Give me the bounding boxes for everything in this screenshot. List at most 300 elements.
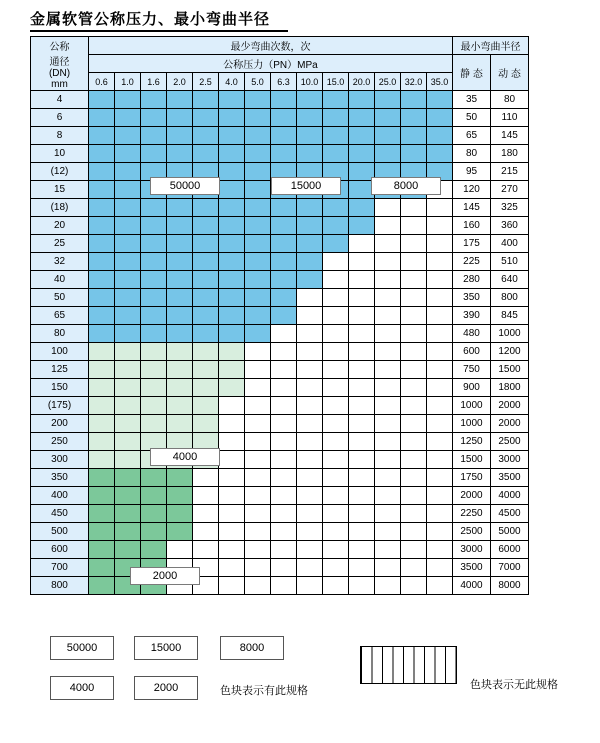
dn-value: 25 (31, 235, 89, 253)
static-radius-value: 3500 (453, 559, 491, 577)
cell-unavailable (401, 559, 427, 577)
cell-available (115, 307, 141, 325)
cell-unavailable (323, 541, 349, 559)
dn-header-cell (31, 37, 89, 91)
cell-available (89, 523, 115, 541)
cell-unavailable (349, 289, 375, 307)
cell-unavailable (323, 559, 349, 577)
cell-unavailable (349, 559, 375, 577)
cell-unavailable (427, 505, 453, 523)
cell-unavailable (323, 505, 349, 523)
dn-value: 150 (31, 379, 89, 397)
dynamic-radius-value: 800 (491, 289, 529, 307)
cell-unavailable (427, 577, 453, 595)
pressure-col-header: 32.0 (401, 73, 427, 91)
cell-unavailable (271, 415, 297, 433)
cell-unavailable (271, 523, 297, 541)
cell-unavailable (271, 361, 297, 379)
cell-available (167, 523, 193, 541)
cell-available (193, 271, 219, 289)
callout-8000: 8000 (371, 177, 441, 195)
table-row (31, 91, 529, 109)
cell-unavailable (245, 415, 271, 433)
cell-unavailable (297, 289, 323, 307)
cell-available (375, 109, 401, 127)
table-row (31, 325, 529, 343)
pressure-col-header: 10.0 (297, 73, 323, 91)
cell-unavailable (375, 469, 401, 487)
cell-available (219, 253, 245, 271)
cell-available (375, 145, 401, 163)
cell-available (245, 91, 271, 109)
cell-available (141, 109, 167, 127)
cell-available (89, 433, 115, 451)
cell-available (323, 91, 349, 109)
cell-unavailable (271, 379, 297, 397)
cell-available (115, 523, 141, 541)
cell-unavailable (219, 541, 245, 559)
cell-unavailable (219, 505, 245, 523)
cell-available (167, 199, 193, 217)
legend-swatch-2000: 2000 (134, 676, 198, 700)
cell-unavailable (375, 379, 401, 397)
cell-unavailable (349, 577, 375, 595)
cell-available (375, 91, 401, 109)
cell-unavailable (323, 307, 349, 325)
cell-unavailable (271, 577, 297, 595)
cell-available (193, 109, 219, 127)
table-row (31, 199, 529, 217)
cell-unavailable (427, 253, 453, 271)
cell-available (89, 325, 115, 343)
cell-unavailable (297, 433, 323, 451)
dn-value: 200 (31, 415, 89, 433)
cell-unavailable (323, 361, 349, 379)
cell-unavailable (349, 415, 375, 433)
cell-available (297, 91, 323, 109)
cell-available (141, 415, 167, 433)
static-radius-value: 900 (453, 379, 491, 397)
cell-unavailable (219, 451, 245, 469)
cell-unavailable (297, 505, 323, 523)
static-radius-value: 1000 (453, 415, 491, 433)
cell-available (193, 235, 219, 253)
cell-unavailable (375, 433, 401, 451)
cell-unavailable (349, 541, 375, 559)
dn-value: 80 (31, 325, 89, 343)
cell-unavailable (219, 577, 245, 595)
cell-available (271, 271, 297, 289)
cell-unavailable (271, 397, 297, 415)
cell-available (89, 163, 115, 181)
pressure-col-header: 15.0 (323, 73, 349, 91)
cell-available (245, 271, 271, 289)
dynamic-radius-value: 80 (491, 91, 529, 109)
pressure-col-header: 1.6 (141, 73, 167, 91)
dynamic-radius-value: 7000 (491, 559, 529, 577)
cell-available (193, 91, 219, 109)
static-radius-value: 350 (453, 289, 491, 307)
cell-unavailable (401, 199, 427, 217)
pressure-col-header: 35.0 (427, 73, 453, 91)
cell-available (297, 217, 323, 235)
cell-available (141, 307, 167, 325)
cell-available (219, 127, 245, 145)
cell-available (271, 109, 297, 127)
cell-unavailable (375, 541, 401, 559)
cell-available (167, 397, 193, 415)
cell-available (271, 235, 297, 253)
dn-value: 500 (31, 523, 89, 541)
cell-unavailable (427, 433, 453, 451)
cell-unavailable (427, 487, 453, 505)
cell-available (115, 91, 141, 109)
cell-unavailable (427, 199, 453, 217)
pressure-col-header: 0.6 (89, 73, 115, 91)
cell-unavailable (375, 235, 401, 253)
cell-unavailable (297, 451, 323, 469)
cell-available (167, 415, 193, 433)
cell-unavailable (349, 487, 375, 505)
cell-unavailable (271, 541, 297, 559)
cell-available (141, 325, 167, 343)
cell-available (89, 199, 115, 217)
cell-available (271, 217, 297, 235)
pressure-col-header: 2.5 (193, 73, 219, 91)
cell-unavailable (245, 487, 271, 505)
cell-available (167, 235, 193, 253)
cell-available (141, 487, 167, 505)
cell-unavailable (245, 505, 271, 523)
table-row (31, 235, 529, 253)
cell-unavailable (297, 559, 323, 577)
cell-unavailable (427, 379, 453, 397)
table-row (31, 559, 529, 577)
dynamic-radius-value: 1800 (491, 379, 529, 397)
cell-unavailable (271, 469, 297, 487)
cell-unavailable (323, 325, 349, 343)
dn-value: 400 (31, 487, 89, 505)
static-radius-value: 160 (453, 217, 491, 235)
cell-available (167, 127, 193, 145)
cell-available (89, 505, 115, 523)
cell-available (427, 91, 453, 109)
cell-available (245, 163, 271, 181)
dynamic-radius-value: 510 (491, 253, 529, 271)
callout-15000: 15000 (271, 177, 341, 195)
dynamic-radius-value: 3000 (491, 451, 529, 469)
cell-available (141, 289, 167, 307)
cell-unavailable (401, 541, 427, 559)
table-row (31, 379, 529, 397)
dynamic-radius-value: 325 (491, 199, 529, 217)
spec-table-wrapper (30, 36, 529, 595)
cell-unavailable (427, 343, 453, 361)
cell-available (193, 361, 219, 379)
legend-note-hatch: 色块表示无此规格 (470, 679, 558, 691)
cell-available (297, 253, 323, 271)
title-underline (30, 30, 288, 32)
cell-available (323, 217, 349, 235)
cell-unavailable (375, 523, 401, 541)
cell-unavailable (349, 397, 375, 415)
cell-unavailable (349, 505, 375, 523)
cell-available (167, 325, 193, 343)
dynamic-radius-header: 动 态 (491, 55, 529, 91)
pressure-col-header: 2.0 (167, 73, 193, 91)
dynamic-radius-value: 1200 (491, 343, 529, 361)
cell-available (245, 109, 271, 127)
cell-available (323, 109, 349, 127)
dynamic-radius-value: 4000 (491, 487, 529, 505)
cell-unavailable (401, 451, 427, 469)
cell-unavailable (297, 415, 323, 433)
cell-unavailable (427, 217, 453, 235)
cell-available (89, 289, 115, 307)
dn-value: 300 (31, 451, 89, 469)
cell-available (193, 307, 219, 325)
cell-available (167, 487, 193, 505)
cell-unavailable (193, 487, 219, 505)
cell-unavailable (297, 397, 323, 415)
cell-available (115, 379, 141, 397)
dn-value: 8 (31, 127, 89, 145)
cell-unavailable (375, 289, 401, 307)
cell-available (219, 271, 245, 289)
cell-available (245, 145, 271, 163)
cell-available (167, 271, 193, 289)
cell-unavailable (193, 541, 219, 559)
cell-available (115, 451, 141, 469)
cell-available (115, 505, 141, 523)
cell-unavailable (401, 577, 427, 595)
cell-available (193, 343, 219, 361)
dn-value: 100 (31, 343, 89, 361)
cell-unavailable (219, 397, 245, 415)
cell-available (297, 109, 323, 127)
cell-available (141, 343, 167, 361)
cell-unavailable (375, 325, 401, 343)
dynamic-radius-value: 1500 (491, 361, 529, 379)
cell-available (167, 469, 193, 487)
cell-available (219, 163, 245, 181)
cell-unavailable (297, 541, 323, 559)
pressure-col-header: 25.0 (375, 73, 401, 91)
cell-unavailable (349, 433, 375, 451)
cell-available (89, 343, 115, 361)
legend-hatch-swatch (360, 646, 457, 684)
cell-available (141, 91, 167, 109)
cell-available (167, 361, 193, 379)
cell-available (141, 217, 167, 235)
table-row (31, 343, 529, 361)
cell-unavailable (323, 253, 349, 271)
dynamic-radius-value: 1000 (491, 325, 529, 343)
cell-unavailable (375, 271, 401, 289)
cell-unavailable (323, 397, 349, 415)
cell-available (375, 127, 401, 145)
cell-unavailable (323, 469, 349, 487)
cell-available (89, 217, 115, 235)
dn-header-line-2: 通径 (49, 56, 70, 68)
cell-available (219, 325, 245, 343)
static-radius-value: 1750 (453, 469, 491, 487)
dn-value: 20 (31, 217, 89, 235)
dynamic-radius-value: 360 (491, 217, 529, 235)
static-radius-value: 225 (453, 253, 491, 271)
cell-available (193, 397, 219, 415)
dynamic-radius-value: 845 (491, 307, 529, 325)
cell-available (219, 235, 245, 253)
cell-unavailable (323, 433, 349, 451)
cell-unavailable (427, 451, 453, 469)
dn-header-line-4: mm (51, 78, 68, 90)
cell-available (193, 289, 219, 307)
radius-header: 最小弯曲半径 (453, 37, 529, 55)
cell-available (349, 199, 375, 217)
cell-available (245, 325, 271, 343)
cell-unavailable (323, 343, 349, 361)
dynamic-radius-value: 2000 (491, 397, 529, 415)
table-row (31, 253, 529, 271)
cell-available (115, 181, 141, 199)
dn-value: 800 (31, 577, 89, 595)
cell-available (193, 415, 219, 433)
cell-available (271, 289, 297, 307)
dn-value: 32 (31, 253, 89, 271)
cell-unavailable (349, 379, 375, 397)
cell-available (141, 199, 167, 217)
static-radius-value: 2500 (453, 523, 491, 541)
cell-available (271, 253, 297, 271)
table-row (31, 145, 529, 163)
cell-unavailable (427, 307, 453, 325)
cell-unavailable (219, 523, 245, 541)
cell-available (219, 289, 245, 307)
cell-unavailable (427, 469, 453, 487)
cell-available (245, 217, 271, 235)
cell-unavailable (245, 379, 271, 397)
cell-unavailable (401, 217, 427, 235)
cell-available (349, 127, 375, 145)
table-row (31, 127, 529, 145)
cell-unavailable (271, 433, 297, 451)
cell-unavailable (401, 235, 427, 253)
cell-available (89, 577, 115, 595)
cell-unavailable (245, 469, 271, 487)
cell-unavailable (375, 415, 401, 433)
cell-available (349, 145, 375, 163)
pressure-col-header: 6.3 (271, 73, 297, 91)
cell-available (115, 469, 141, 487)
cell-unavailable (427, 289, 453, 307)
cell-available (349, 91, 375, 109)
cell-unavailable (297, 379, 323, 397)
cell-unavailable (323, 379, 349, 397)
cell-available (245, 253, 271, 271)
cell-unavailable (401, 343, 427, 361)
spec-table (30, 36, 529, 595)
cell-unavailable (375, 307, 401, 325)
static-radius-value: 390 (453, 307, 491, 325)
cell-unavailable (219, 433, 245, 451)
cell-available (271, 127, 297, 145)
cell-unavailable (375, 451, 401, 469)
cell-available (89, 361, 115, 379)
dn-value: (175) (31, 397, 89, 415)
cell-unavailable (401, 505, 427, 523)
static-radius-value: 145 (453, 199, 491, 217)
cell-available (219, 361, 245, 379)
cell-unavailable (323, 415, 349, 433)
cell-available (297, 145, 323, 163)
table-row (31, 451, 529, 469)
cell-available (297, 235, 323, 253)
cell-unavailable (245, 397, 271, 415)
cell-available (167, 343, 193, 361)
dynamic-radius-value: 400 (491, 235, 529, 253)
cell-available (141, 523, 167, 541)
cell-unavailable (401, 433, 427, 451)
callout-2000: 2000 (130, 567, 200, 585)
cell-available (427, 109, 453, 127)
cell-available (167, 145, 193, 163)
static-radius-value: 2250 (453, 505, 491, 523)
cell-available (401, 127, 427, 145)
cell-unavailable (427, 271, 453, 289)
dn-value: 15 (31, 181, 89, 199)
dynamic-radius-value: 3500 (491, 469, 529, 487)
cell-available (167, 505, 193, 523)
table-row (31, 361, 529, 379)
cell-unavailable (219, 487, 245, 505)
cell-available (141, 127, 167, 145)
static-radius-value: 175 (453, 235, 491, 253)
static-radius-value: 2000 (453, 487, 491, 505)
pressure-col-header: 20.0 (349, 73, 375, 91)
cell-available (167, 217, 193, 235)
cell-unavailable (375, 487, 401, 505)
cell-available (141, 469, 167, 487)
cell-available (401, 145, 427, 163)
table-head (31, 37, 529, 91)
cell-available (141, 541, 167, 559)
cell-unavailable (401, 289, 427, 307)
static-radius-value: 600 (453, 343, 491, 361)
cell-available (167, 91, 193, 109)
cell-available (115, 343, 141, 361)
bend-count-header: 最少弯曲次数，次 (89, 37, 453, 55)
table-row (31, 541, 529, 559)
cell-unavailable (375, 343, 401, 361)
dn-value: 40 (31, 271, 89, 289)
cell-unavailable (323, 289, 349, 307)
cell-unavailable (323, 577, 349, 595)
table-row (31, 505, 529, 523)
cell-unavailable (271, 325, 297, 343)
table-row (31, 109, 529, 127)
cell-unavailable (297, 307, 323, 325)
legend-swatch-15000: 15000 (134, 636, 198, 660)
cell-available (167, 307, 193, 325)
cell-unavailable (401, 307, 427, 325)
cell-available (115, 109, 141, 127)
static-radius-value: 120 (453, 181, 491, 199)
dn-value: (18) (31, 199, 89, 217)
cell-unavailable (297, 487, 323, 505)
cell-available (141, 505, 167, 523)
legend-swatch-4000: 4000 (50, 676, 114, 700)
